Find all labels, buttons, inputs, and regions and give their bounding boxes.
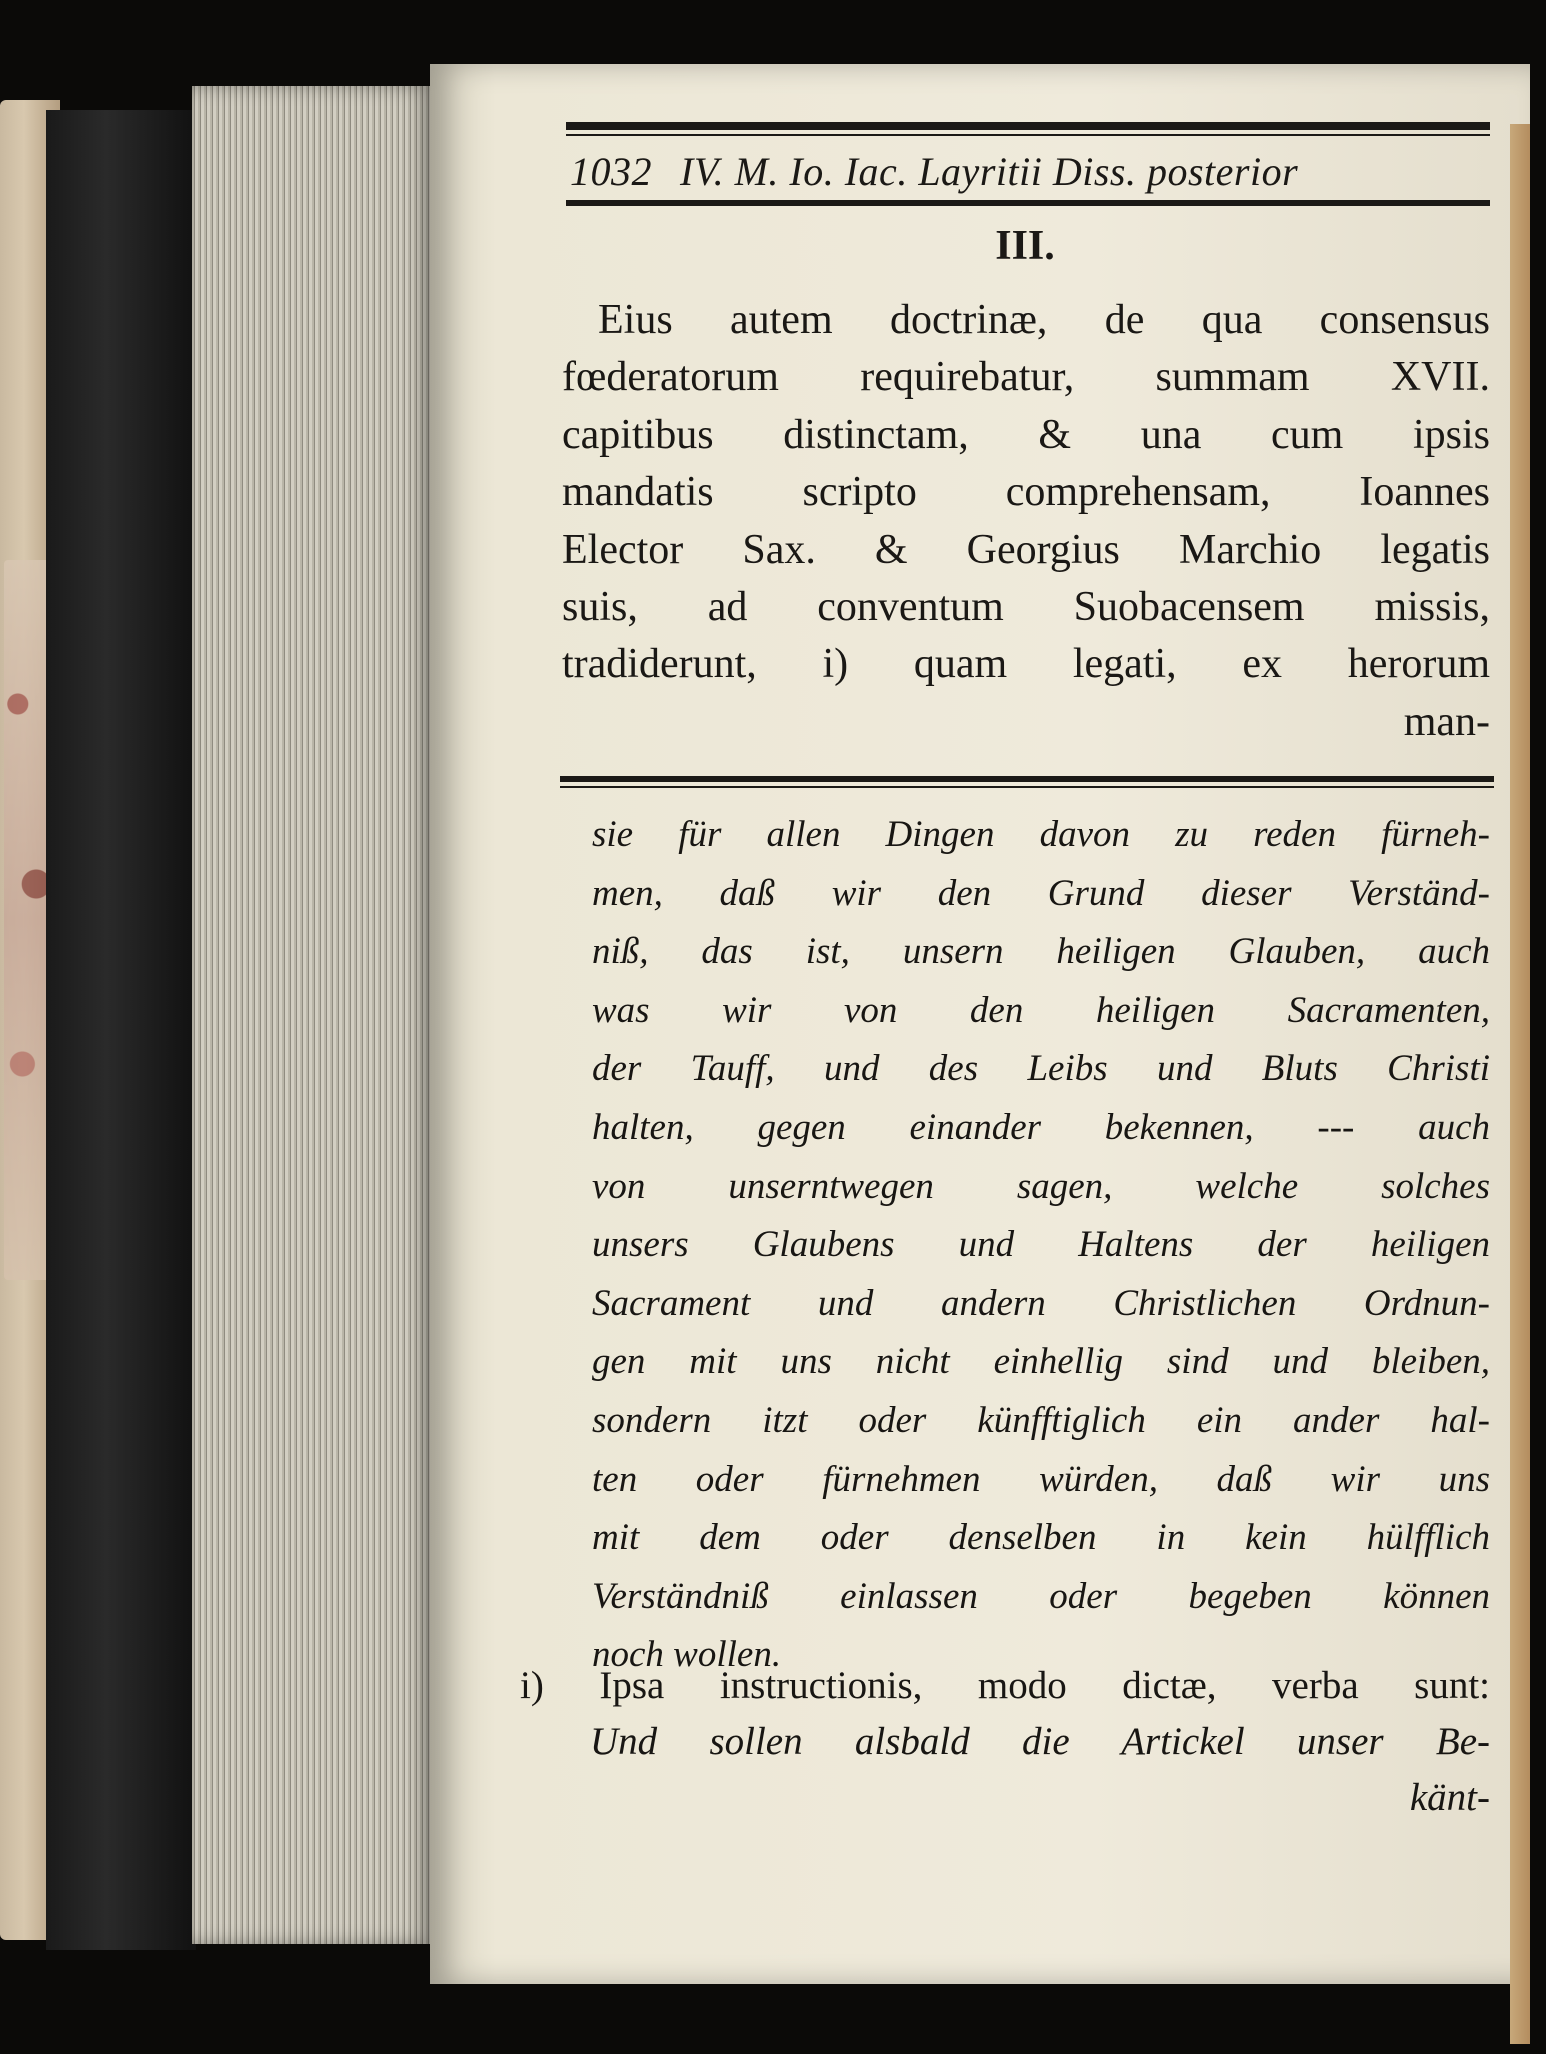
footnote-line: halten, gegen einander bekennen, --- auch: [592, 1106, 1490, 1148]
footnote-i-line: Und sollen alsbald die Artickel unser Be-: [590, 1720, 1490, 1763]
main-line: Eius autem doctrinæ, de qua consensus: [598, 297, 1490, 343]
footnote-line: noch wollen.: [592, 1634, 782, 1676]
footnote-i: [520, 1658, 1490, 1826]
page-right-edge: [1510, 124, 1530, 2044]
footnote-line: Verständniß einlassen oder begeben können: [592, 1575, 1490, 1617]
footnote-line: unsers Glaubens und Haltens der heiligen: [592, 1224, 1490, 1266]
footnote-separator-thin: [560, 786, 1494, 788]
section-number: III.: [995, 223, 1055, 269]
main-line: Elector Sax. & Georgius Marchio legatis: [562, 526, 1490, 573]
stacked-page-edges: [192, 86, 432, 1944]
footnote-line: niß, das ist, unsern heiligen Glauben, auch: [592, 931, 1490, 973]
main-line: mandatis scripto comprehensam, Ioannes: [562, 469, 1490, 516]
book-block-dark-edge: [46, 110, 196, 1950]
footnote-line: mit dem oder denselben in kein hülfflich: [592, 1517, 1490, 1559]
header-top-rule-thin: [566, 134, 1490, 136]
footnote-line: sie für allen Dingen davon zu reden fürneh-: [592, 814, 1490, 855]
footnote-continued: [592, 806, 1490, 1685]
footnote-line: der Tauff, und des Leibs und Bluts Christi: [592, 1048, 1490, 1090]
footnote-line: von unserntwegen sagen, welche solches: [592, 1165, 1490, 1207]
footnote-line: gen mit uns nicht einhellig sind und bleiben,: [592, 1341, 1490, 1383]
running-title: IV. M. Io. Iac. Layritii Diss. posterior: [680, 149, 1299, 194]
main-text-block: [562, 292, 1490, 751]
main-line: tradiderunt, i) quam legati, ex herorum: [562, 641, 1490, 688]
header-bottom-rule: [566, 200, 1490, 206]
main-line: fœderatorum requirebatur, summam XVII.: [562, 354, 1490, 401]
footnote-line: was wir von den heiligen Sacramenten,: [592, 989, 1490, 1031]
footnote-i-line: i) Ipsa instructionis, modo dictæ, verba sunt:: [520, 1664, 1490, 1707]
footnote-line: ten oder fürnehmen würden, daß wir uns: [592, 1458, 1490, 1500]
running-head: [570, 148, 1490, 204]
marbled-cover-pattern: [4, 560, 50, 1280]
footnote-line: sondern itzt oder künfftiglich ein ander hal-: [592, 1399, 1490, 1441]
main-line: capitibus distinctam, & una cum ipsis: [562, 411, 1490, 458]
footnote-i-catchword: känt-: [1409, 1776, 1490, 1819]
footnote-line: Sacrament und andern Christlichen Ordnun-: [592, 1282, 1490, 1324]
main-line: suis, ad conventum Suobacensem missis,: [562, 584, 1490, 631]
main-line-catchword: man-: [1403, 698, 1490, 745]
header-top-rule: [566, 122, 1490, 130]
page-number: 1032: [570, 149, 652, 194]
footnote-separator: [560, 776, 1494, 782]
footnote-line: men, daß wir den Grund dieser Verständ-: [592, 872, 1490, 914]
